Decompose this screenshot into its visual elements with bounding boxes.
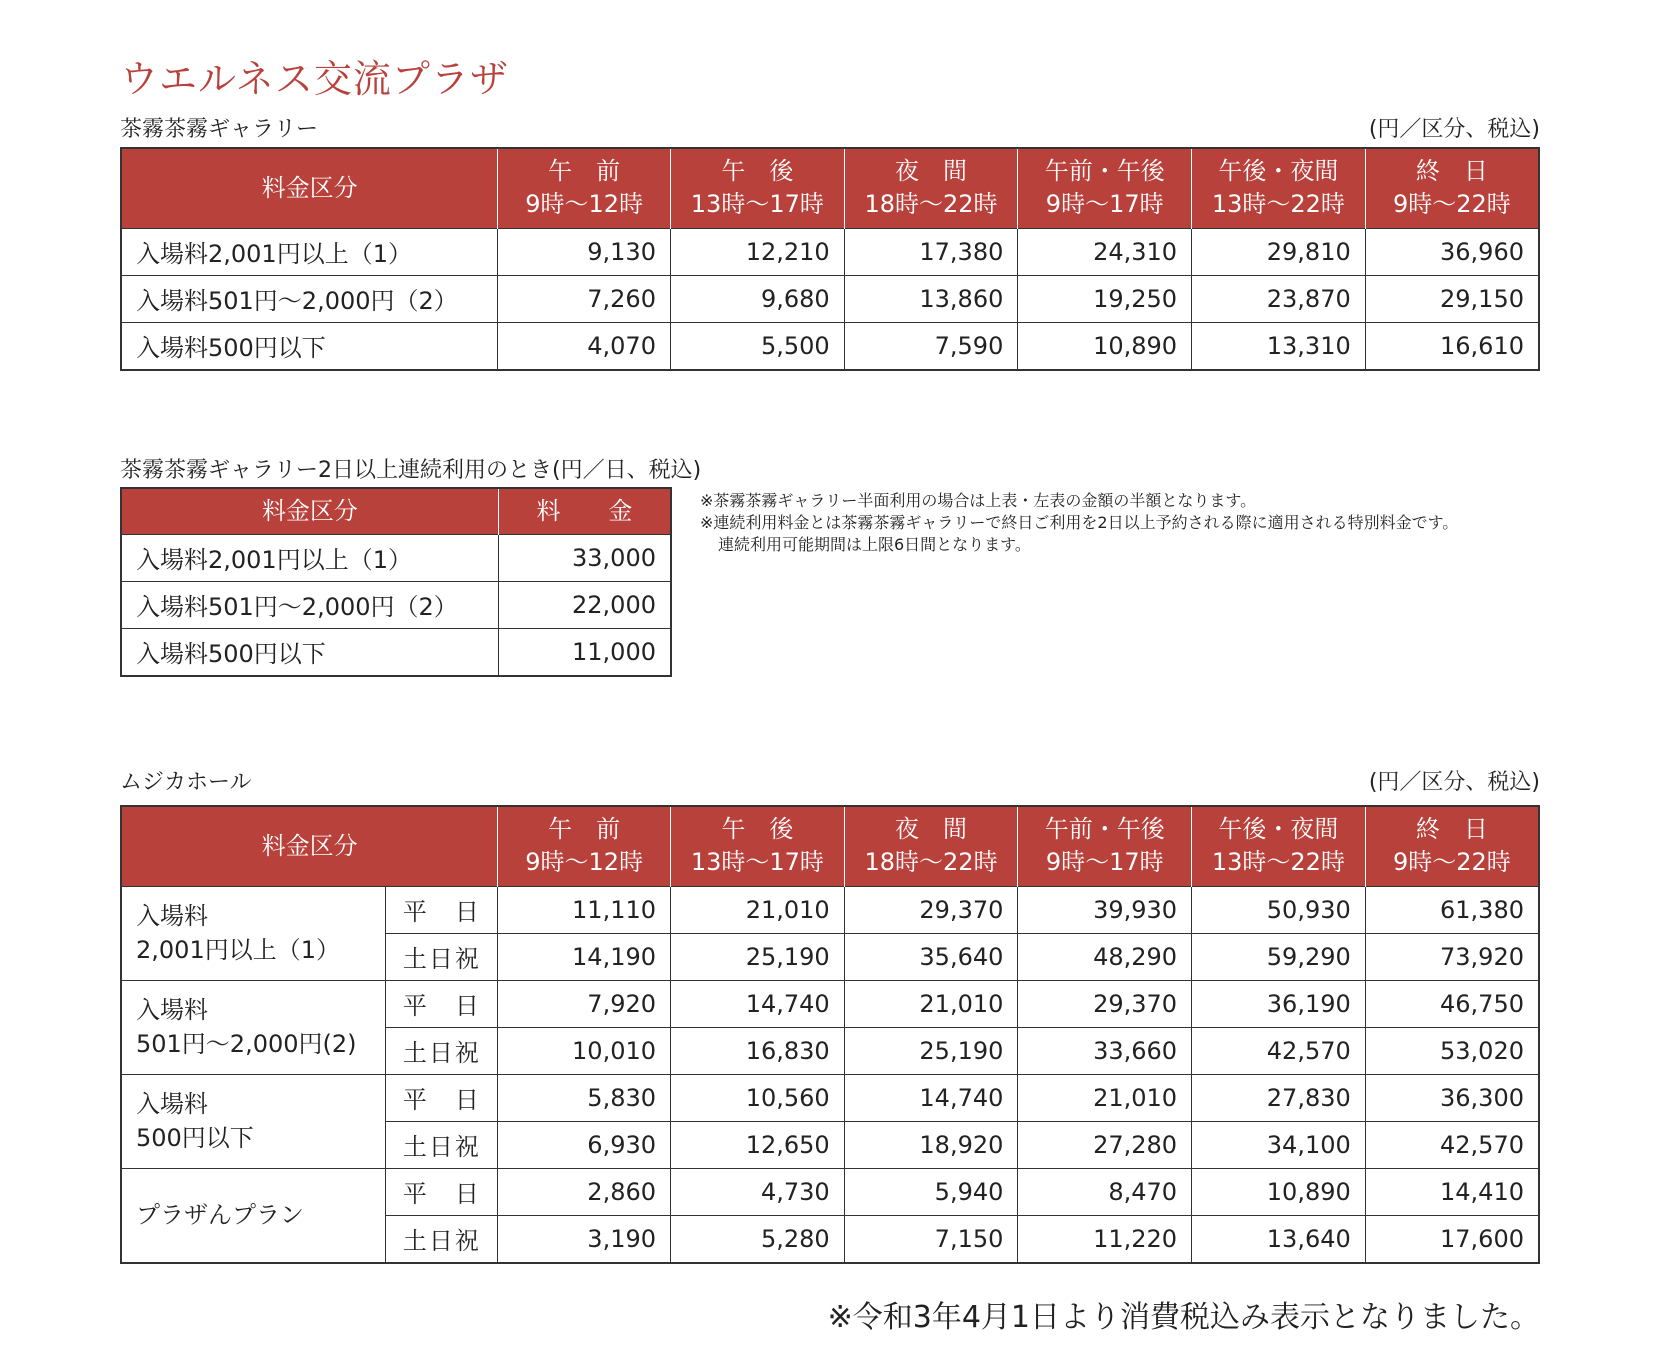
- note-consecutive-definition: ※連続利用料金とは茶霧茶霧ギャラリーで終日ご利用を2日以上予約される際に適用される特別料金です。: [700, 513, 1459, 532]
- fee-cell: 19,250: [1018, 275, 1192, 322]
- group-label-line1: 入場料: [136, 996, 208, 1024]
- table-header-row: [121, 148, 1539, 228]
- group-label-line1: プラザんプラン: [136, 1201, 304, 1229]
- fee-cell: 42,570: [1365, 1121, 1539, 1168]
- side-notes: [700, 490, 1458, 556]
- footer-tax-note: ※令和3年4月1日より消費税込み表示となりました。: [827, 1300, 1540, 1335]
- fee-cell: 7,260: [498, 275, 671, 322]
- table-header-row: [121, 806, 1539, 886]
- day-type-label: 平 日: [386, 1074, 498, 1121]
- hall-unit-note: (円／区分、税込): [1368, 770, 1540, 795]
- fee-cell: 29,370: [844, 886, 1018, 933]
- fee-cell: 14,740: [844, 1074, 1018, 1121]
- fee-cell: 50,930: [1192, 886, 1366, 933]
- group-label-line2: 500円以下: [136, 1124, 254, 1152]
- fee-cell: 16,610: [1365, 322, 1539, 370]
- fee-cell: 27,830: [1192, 1074, 1366, 1121]
- header-category: 料金区分: [121, 488, 498, 534]
- fee-cell: 22,000: [498, 581, 671, 628]
- header-morning-afternoon: 午前・午後 9時〜17時: [1018, 806, 1192, 886]
- fee-cell: 23,870: [1192, 275, 1366, 322]
- fee-cell: 73,920: [1365, 933, 1539, 980]
- header-category: 料金区分: [121, 806, 498, 886]
- header-afternoon-night: 午後・夜間 13時〜22時: [1192, 148, 1366, 228]
- row-label: 入場料501円〜2,000円（2）: [121, 275, 498, 322]
- day-type-label: 土日祝: [386, 1215, 498, 1263]
- fee-cell: 34,100: [1192, 1121, 1366, 1168]
- day-type-label: 土日祝: [386, 1027, 498, 1074]
- header-fee: 料 金: [498, 488, 671, 534]
- group-label: [121, 980, 386, 1074]
- day-type-label: 平 日: [386, 980, 498, 1027]
- fee-cell: 33,660: [1018, 1027, 1192, 1074]
- day-type-label: 土日祝: [386, 1121, 498, 1168]
- fee-cell: 14,190: [498, 933, 671, 980]
- header-all-day: 終 日 9時〜22時: [1365, 806, 1539, 886]
- table-row: [121, 886, 1539, 933]
- fee-cell: 10,890: [1018, 322, 1192, 370]
- table-row: [121, 1074, 1539, 1121]
- fee-cell: 3,190: [498, 1215, 671, 1263]
- fee-cell: 7,590: [844, 322, 1018, 370]
- fee-cell: 4,730: [671, 1168, 845, 1215]
- table-header-row: [121, 488, 671, 534]
- header-morning: 午 前 9時〜12時: [498, 806, 671, 886]
- fee-cell: 29,810: [1192, 228, 1366, 275]
- table-row: [121, 980, 1539, 1027]
- fee-cell: 29,370: [1018, 980, 1192, 1027]
- fee-cell: 27,280: [1018, 1121, 1192, 1168]
- fee-cell: 14,410: [1365, 1168, 1539, 1215]
- fee-cell: 39,930: [1018, 886, 1192, 933]
- page-title: ウエルネス交流プラザ: [120, 57, 509, 101]
- fee-cell: 2,860: [498, 1168, 671, 1215]
- fee-cell: 5,280: [671, 1215, 845, 1263]
- row-label: 入場料501円〜2,000円（2）: [121, 581, 498, 628]
- fee-cell: 13,860: [844, 275, 1018, 322]
- hall-subtitle: ムジカホール: [120, 770, 252, 795]
- fee-cell: 12,210: [670, 228, 844, 275]
- fee-cell: 25,190: [844, 1027, 1018, 1074]
- header-morning: 午 前 9時〜12時: [498, 148, 671, 228]
- fee-cell: 16,830: [671, 1027, 845, 1074]
- header-afternoon-night: 午後・夜間 13時〜22時: [1192, 806, 1366, 886]
- fee-cell: 13,310: [1192, 322, 1366, 370]
- fee-cell: 53,020: [1365, 1027, 1539, 1074]
- day-type-label: 平 日: [386, 1168, 498, 1215]
- fee-cell: 5,500: [670, 322, 844, 370]
- fee-cell: 29,150: [1365, 275, 1539, 322]
- group-label-line1: 入場料: [136, 1090, 208, 1118]
- fee-cell: 10,560: [671, 1074, 845, 1121]
- fee-cell: 4,070: [498, 322, 671, 370]
- group-label-line1: 入場料: [136, 902, 208, 930]
- fee-cell: 21,010: [844, 980, 1018, 1027]
- table-row: [121, 275, 1539, 322]
- fee-cell: 25,190: [671, 933, 845, 980]
- fee-cell: 61,380: [1365, 886, 1539, 933]
- fee-cell: 10,010: [498, 1027, 671, 1074]
- row-label: 入場料500円以下: [121, 628, 498, 676]
- header-afternoon: 午 後 13時〜17時: [670, 148, 844, 228]
- header-category: 料金区分: [121, 148, 498, 228]
- group-label-line2: 2,001円以上（1）: [136, 936, 340, 964]
- row-label: 入場料2,001円以上（1）: [121, 228, 498, 275]
- table-row: [121, 581, 671, 628]
- fee-cell: 35,640: [844, 933, 1018, 980]
- gallery-fee-table: [120, 147, 1540, 371]
- fee-cell: 36,300: [1365, 1074, 1539, 1121]
- fee-cell: 10,890: [1192, 1168, 1366, 1215]
- day-type-label: 平 日: [386, 886, 498, 933]
- fee-cell: 18,920: [844, 1121, 1018, 1168]
- table-row: [121, 1168, 1539, 1215]
- fee-cell: 11,220: [1018, 1215, 1192, 1263]
- gallery-subtitle: 茶霧茶霧ギャラリー: [120, 117, 319, 142]
- fee-cell: 9,680: [670, 275, 844, 322]
- header-morning-afternoon: 午前・午後 9時〜17時: [1018, 148, 1192, 228]
- table-row: [121, 628, 671, 676]
- hall-fee-table: [120, 805, 1540, 1264]
- fee-cell: 36,960: [1365, 228, 1539, 275]
- fee-cell: 17,380: [844, 228, 1018, 275]
- row-label: 入場料500円以下: [121, 322, 498, 370]
- fee-cell: 12,650: [671, 1121, 845, 1168]
- fee-cell: 11,110: [498, 886, 671, 933]
- fee-cell: 9,130: [498, 228, 671, 275]
- header-night: 夜 間 18時〜22時: [844, 806, 1018, 886]
- consecutive-subtitle: 茶霧茶霧ギャラリー2日以上連続利用のとき(円／日、税込): [120, 458, 702, 483]
- gallery-unit-note: (円／区分、税込): [1368, 117, 1540, 142]
- fee-cell: 8,470: [1018, 1168, 1192, 1215]
- fee-cell: 14,740: [671, 980, 845, 1027]
- note-half-use: ※茶霧茶霧ギャラリー半面利用の場合は上表・左表の金額の半額となります。: [700, 491, 1257, 510]
- group-label: [121, 1168, 386, 1263]
- day-type-label: 土日祝: [386, 933, 498, 980]
- header-night: 夜 間 18時〜22時: [844, 148, 1018, 228]
- header-afternoon: 午 後 13時〜17時: [671, 806, 845, 886]
- table-row: [121, 534, 671, 581]
- note-consecutive-limit: 連続利用可能期間は上限6日間となります。: [718, 535, 1031, 554]
- consecutive-fee-table: [120, 487, 672, 677]
- fee-cell: 11,000: [498, 628, 671, 676]
- fee-cell: 5,830: [498, 1074, 671, 1121]
- fee-cell: 59,290: [1192, 933, 1366, 980]
- fee-cell: 48,290: [1018, 933, 1192, 980]
- table-row: [121, 228, 1539, 275]
- table-row: [121, 322, 1539, 370]
- row-label: 入場料2,001円以上（1）: [121, 534, 498, 581]
- fee-cell: 13,640: [1192, 1215, 1366, 1263]
- fee-cell: 24,310: [1018, 228, 1192, 275]
- group-label-line2: 501円〜2,000円(2): [136, 1030, 357, 1058]
- group-label: [121, 886, 386, 980]
- fee-cell: 21,010: [1018, 1074, 1192, 1121]
- fee-cell: 42,570: [1192, 1027, 1366, 1074]
- fee-cell: 36,190: [1192, 980, 1366, 1027]
- group-label: [121, 1074, 386, 1168]
- header-all-day: 終 日 9時〜22時: [1365, 148, 1539, 228]
- fee-cell: 21,010: [671, 886, 845, 933]
- fee-cell: 33,000: [498, 534, 671, 581]
- fee-cell: 6,930: [498, 1121, 671, 1168]
- fee-cell: 7,150: [844, 1215, 1018, 1263]
- fee-cell: 46,750: [1365, 980, 1539, 1027]
- fee-cell: 5,940: [844, 1168, 1018, 1215]
- fee-cell: 7,920: [498, 980, 671, 1027]
- fee-cell: 17,600: [1365, 1215, 1539, 1263]
